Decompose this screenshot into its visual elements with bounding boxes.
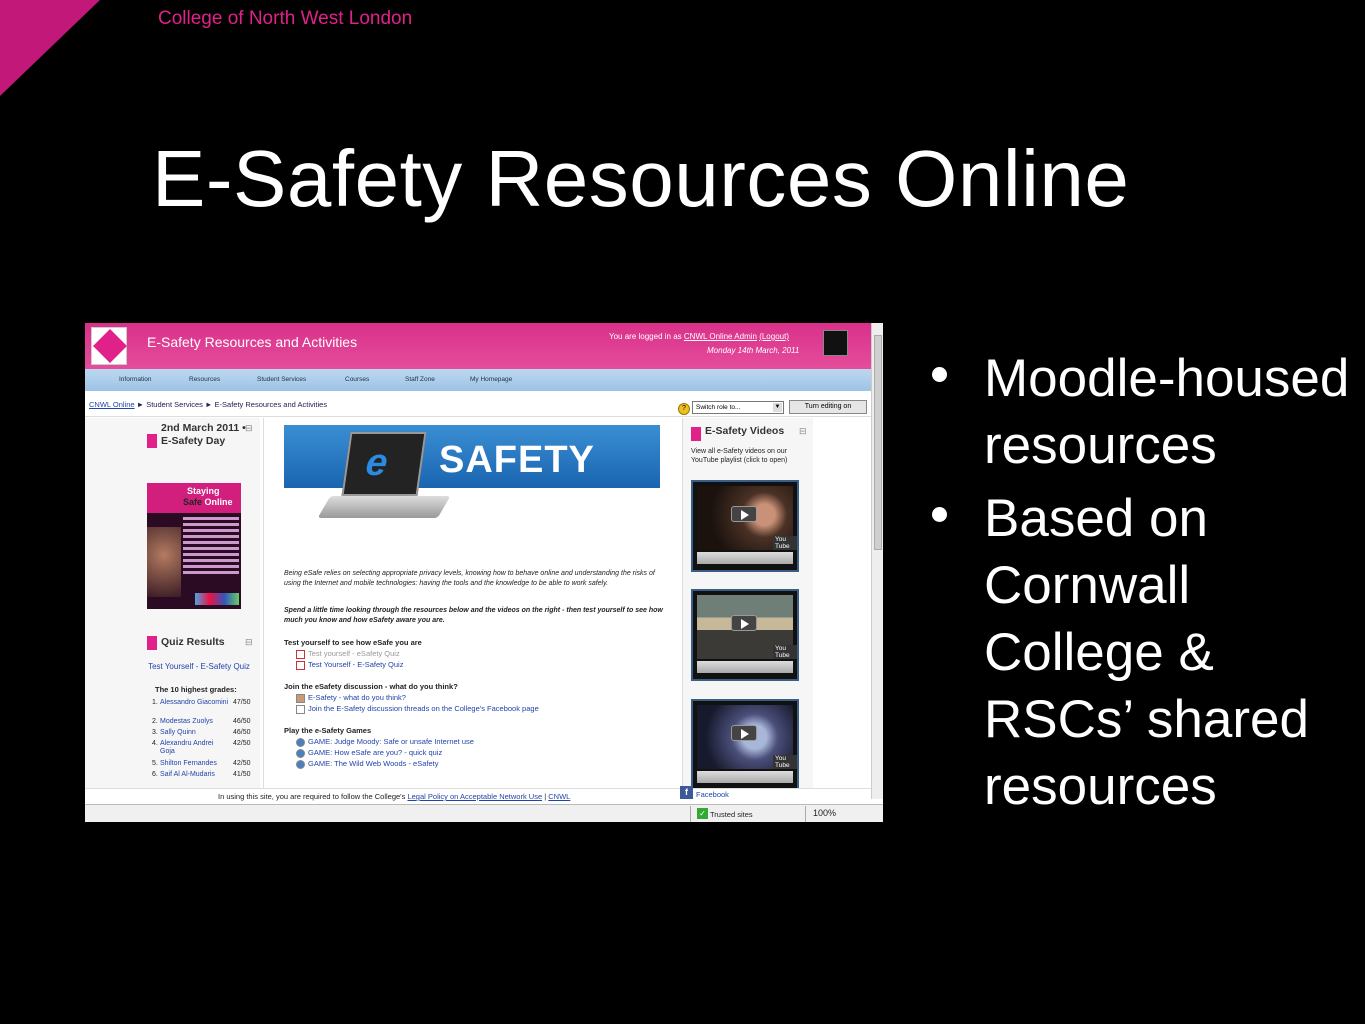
activity-link[interactable]: E-Safety - what do you think? (308, 693, 406, 702)
video-controls[interactable] (697, 771, 793, 783)
breadcrumb-item[interactable]: Student Services (146, 400, 203, 409)
nav-item-my-homepage[interactable]: My Homepage (470, 376, 513, 383)
nav-item-courses[interactable]: Courses (345, 376, 370, 383)
laptop-image (318, 496, 451, 518)
breadcrumb-bar (85, 391, 871, 417)
breadcrumb-sep: ► (205, 400, 213, 409)
quiz-result-row: 5. Shilton Fernandes 42/50 (152, 760, 251, 767)
quiz-icon (296, 661, 305, 670)
block-arrow-icon (147, 636, 157, 650)
slide-title: E-Safety Resources Online (152, 134, 1130, 223)
zone-label: Trusted sites (710, 810, 753, 819)
globe-icon (296, 749, 305, 758)
college-logo (91, 327, 127, 365)
globe-icon (296, 760, 305, 769)
quiz-results-heading: The 10 highest grades: (155, 685, 237, 694)
moodle-header (85, 323, 871, 369)
activity-link[interactable]: GAME: How eSafe are you? - quick quiz (308, 748, 443, 757)
video-player[interactable] (691, 589, 799, 681)
breadcrumb-sep: ► (136, 400, 145, 409)
section-heading: Play the e-Safety Games (284, 726, 372, 735)
login-info (609, 332, 789, 341)
block-title-videos: E-Safety Videos (705, 425, 785, 437)
youtube-badge: You Tube (773, 645, 797, 659)
block-title-quiz-results: Quiz Results (161, 636, 225, 648)
chevron-down-icon: ▼ (774, 404, 781, 410)
bullet-item: Moodle-housed resources (930, 345, 1350, 479)
poster-icons (195, 593, 239, 605)
page-icon (296, 705, 305, 714)
poster-photo (147, 527, 181, 597)
quiz-result-row: 6. Saif Al Al-Mudaris 41/50 (152, 771, 251, 778)
quiz-result-row: 2. Modestas Zuolys 46/50 (152, 718, 251, 725)
play-icon[interactable] (731, 615, 757, 631)
nav-item-staff-zone[interactable]: Staff Zone (405, 376, 435, 383)
breadcrumb-home[interactable]: CNWL Online (89, 400, 135, 409)
college-name: College of North West London (158, 8, 413, 29)
video-controls[interactable] (697, 552, 793, 564)
quiz-result-row: 3. Sally Quinn 46/50 (152, 729, 251, 736)
browser-status-bar (85, 804, 883, 822)
activity-link[interactable]: GAME: Judge Moody: Safe or unsafe Internet use (308, 737, 474, 746)
turn-editing-button[interactable]: Turn editing on (789, 400, 867, 414)
breadcrumb-current: E-Safety Resources and Activities (214, 400, 328, 409)
quiz-icon (296, 650, 305, 659)
activity-link[interactable]: Test yourself - eSafety Quiz (308, 649, 400, 658)
main-content (263, 418, 683, 798)
site-title: E-Safety Resources and Activities (147, 334, 358, 350)
video-controls[interactable] (697, 661, 793, 673)
main-nav (85, 369, 871, 391)
quiz-result-row: 1. Alessandro Giacomini 47/50 (152, 699, 251, 706)
facebook-link[interactable]: Facebook (696, 790, 729, 799)
play-icon[interactable] (731, 725, 757, 741)
facebook-icon[interactable]: f (680, 786, 693, 799)
block-arrow-icon (147, 434, 157, 448)
footer (85, 788, 871, 804)
section-heading: Test yourself to see how eSafe you are (284, 638, 422, 647)
collapse-icon[interactable]: ⊟ (245, 637, 253, 647)
ie-logo-icon: e (363, 442, 391, 484)
section-heading: Join the eSafety discussion - what do you think? (284, 682, 458, 691)
play-icon[interactable] (731, 506, 757, 522)
banner-word: SAFETY (439, 439, 595, 481)
moodle-screenshot (85, 323, 883, 822)
left-column (85, 418, 260, 798)
poster-text-lines (181, 514, 241, 594)
youtube-badge: You Tube (773, 755, 797, 769)
video-player[interactable] (691, 699, 799, 791)
login-prefix: You are logged in as (609, 332, 682, 341)
current-date: Monday 14th March, 2011 (707, 346, 800, 355)
collapse-icon[interactable]: ⊟ (245, 423, 253, 433)
nav-item-student-services[interactable]: Student Services (257, 376, 307, 383)
forum-icon (296, 694, 305, 703)
youtube-badge: You Tube (773, 536, 797, 550)
bullet-list (930, 345, 1350, 826)
footer-text: In using this site, you are required to follow the College's Legal Policy on Acceptable Network Use | CNWL (218, 792, 571, 801)
activity-link[interactable]: Test Yourself - E-Safety Quiz (308, 660, 404, 669)
globe-icon (296, 738, 305, 747)
switch-role-value: Switch role to... (696, 404, 741, 411)
logout-link[interactable]: (Logout) (759, 332, 789, 341)
activity-link[interactable]: Join the E-Safety discussion threads on the College's Facebook page (308, 704, 539, 713)
block-arrow-icon (691, 427, 701, 441)
scrollbar[interactable] (871, 323, 883, 799)
intro-text: Being eSafe relies on selecting appropriate privacy levels, knowing how to behave online and understanding the risks of using the Internet and mobile technologies: having the tools and the knowledge to be able to work safely. (284, 570, 655, 587)
help-icon[interactable]: ? (678, 403, 690, 415)
nav-item-resources[interactable]: Resources (189, 376, 221, 383)
breadcrumb (89, 400, 327, 409)
block-title-esafety-day: 2nd March 2011 • E-Safety Day (161, 422, 246, 447)
bullet-item: Based on Cornwall College & RSCs’ shared resources (930, 485, 1350, 820)
collapse-icon[interactable]: ⊟ (799, 426, 807, 436)
scrollbar-thumb[interactable] (874, 335, 882, 550)
zoom-level[interactable]: 100% (813, 808, 837, 818)
switch-role-select[interactable] (692, 401, 784, 414)
esafety-day-poster[interactable] (147, 483, 241, 609)
quiz-result-row: 4. Alexandru Andrei Goja 42/50 (152, 740, 251, 755)
activity-link[interactable]: GAME: The Wild Web Woods - eSafety (308, 759, 439, 768)
checkmark-icon: ✓ (697, 808, 708, 819)
intro-instruction: Spend a little time looking through the resources below and the videos on the right - then test yourself to see how much you know and how eSafety aware you are. (284, 607, 663, 624)
corner-accent (0, 0, 100, 96)
cnwl-link[interactable]: CNWL (548, 792, 571, 801)
partner-logo (823, 330, 848, 356)
video-player[interactable] (691, 480, 799, 572)
videos-playlist-link[interactable]: View all e-Safety videos on our YouTube playlist (click to open) (691, 448, 788, 464)
policy-link[interactable]: Legal Policy on Acceptable Network Use (407, 792, 543, 801)
nav-item-information[interactable]: Information (119, 376, 152, 383)
right-column (683, 418, 813, 798)
user-link[interactable]: CNWL Online Admin (683, 332, 757, 341)
laptop-screen (342, 432, 427, 496)
esafety-banner (284, 425, 660, 488)
poster-text-2: Safe Online (183, 497, 233, 507)
poster-text: Staying (187, 486, 220, 496)
quiz-link[interactable]: Test Yourself - E-Safety Quiz (148, 662, 250, 671)
